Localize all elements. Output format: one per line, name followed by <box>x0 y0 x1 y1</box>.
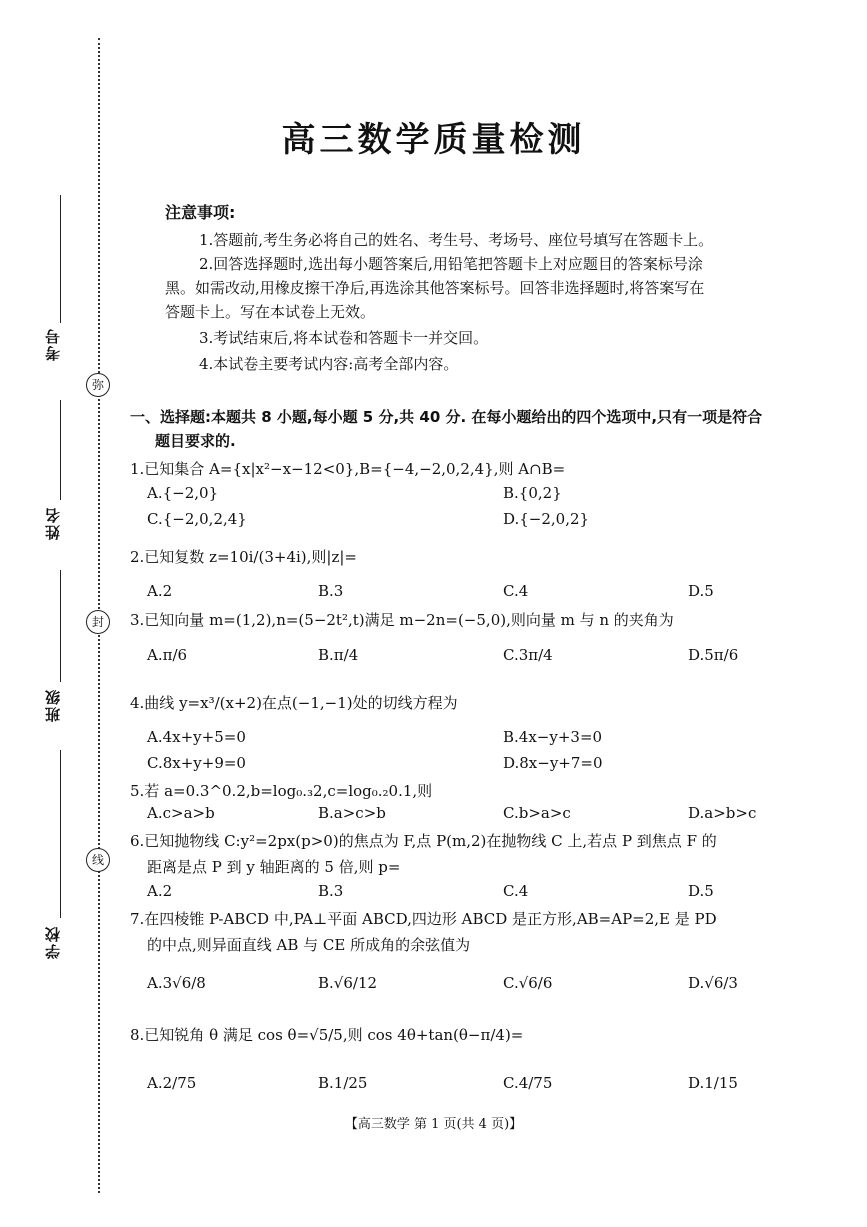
notice-item-2: 2.回答选择题时,选出每小题答案后,用铅笔把答题卡上对应题目的答案标号涂 <box>199 255 703 273</box>
q1-option-c[interactable]: C.{−2,0,2,4} <box>147 510 247 528</box>
q8-option-b[interactable]: B.1/25 <box>318 1074 368 1092</box>
q6-option-a[interactable]: A.2 <box>147 882 173 900</box>
notice-heading: 注意事项: <box>165 203 236 222</box>
section1-header: 一、选择题:本题共 8 小题,每小题 5 分,共 40 分. 在每小题给出的四个选项中,只有一项是符合 <box>130 408 763 426</box>
q5-option-b[interactable]: B.a>c>b <box>318 804 386 822</box>
q2-stem: 2.已知复数 z=10i/(3+4i),则|z|= <box>130 548 357 566</box>
q7-option-d[interactable]: D.√6/3 <box>688 974 738 992</box>
q4-option-c[interactable]: C.8x+y+9=0 <box>147 754 246 772</box>
q5-option-c[interactable]: C.b>a>c <box>503 804 571 822</box>
q1-option-d[interactable]: D.{−2,0,2} <box>503 510 590 528</box>
page-footer: 【高三数学 第 1 页(共 4 页)】 <box>344 1117 523 1132</box>
q7-stem-cont: 的中点,则异面直线 AB 与 CE 所成角的余弦值为 <box>147 936 471 954</box>
q7-option-a[interactable]: A.3√6/8 <box>147 974 206 992</box>
name-label: 姓名 <box>44 506 62 540</box>
q4-option-b[interactable]: B.4x−y+3=0 <box>503 728 603 746</box>
q6-option-b[interactable]: B.3 <box>318 882 344 900</box>
q4-option-a[interactable]: A.4x+y+5=0 <box>147 728 246 746</box>
page-title: 高三数学质量检测 <box>281 120 586 160</box>
q7-option-c[interactable]: C.√6/6 <box>503 974 553 992</box>
exam-number-blank <box>60 195 61 323</box>
school-label: 学校 <box>44 925 62 959</box>
notice-item-2-cont: 黑。如需改动,用橡皮擦干净后,再选涂其他答案标号。回答非选择题时,将答案写在 <box>165 279 705 297</box>
q5-option-a[interactable]: A.c>a>b <box>147 804 215 822</box>
q8-stem: 8.已知锐角 θ 满足 cos θ=√5/5,则 cos 4θ+tan(θ−π/4)= <box>130 1026 524 1044</box>
notice-item-1: 1.答题前,考生务必将自己的姓名、考生号、考场号、座位号填写在答题卡上。 <box>199 231 714 249</box>
class-field[interactable] <box>40 570 70 730</box>
name-field[interactable] <box>40 400 70 550</box>
q8-option-c[interactable]: C.4/75 <box>503 1074 553 1092</box>
q1-stem: 1.已知集合 A={x|x²−x−12<0},B={−4,−2,0,2,4},则 A∩B= <box>130 460 566 478</box>
q1-option-a[interactable]: A.{−2,0} <box>147 484 219 502</box>
notice-item-4: 4.本试卷主要考试内容:高考全部内容。 <box>199 355 459 373</box>
exam-number-label: 考号 <box>44 327 62 361</box>
q4-option-d[interactable]: D.8x−y+7=0 <box>503 754 603 772</box>
notice-item-2-end: 答题卡上。写在本试卷上无效。 <box>165 303 376 321</box>
seal-feng: 封 <box>86 610 110 634</box>
seal-xian: 线 <box>86 848 110 872</box>
notice-item-3: 3.考试结束后,将本试卷和答题卡一并交回。 <box>199 329 489 347</box>
school-blank <box>60 750 61 918</box>
q7-stem: 7.在四棱锥 P-ABCD 中,PA⊥平面 ABCD,四边形 ABCD 是正方形,AB=AP=2,E 是 PD <box>130 910 717 928</box>
q6-option-c[interactable]: C.4 <box>503 882 529 900</box>
q1-option-b[interactable]: B.{0,2} <box>503 484 562 502</box>
school-field[interactable] <box>40 750 70 965</box>
q6-option-d[interactable]: D.5 <box>688 882 714 900</box>
q7-option-b[interactable]: B.√6/12 <box>318 974 378 992</box>
exam-number-field[interactable] <box>40 195 70 370</box>
q8-option-d[interactable]: D.1/15 <box>688 1074 738 1092</box>
q3-option-d[interactable]: D.5π/6 <box>688 646 739 664</box>
q6-stem: 6.已知抛物线 C:y²=2px(p>0)的焦点为 F,点 P(m,2)在抛物线 C 上,若点 P 到焦点 F 的 <box>130 832 717 850</box>
class-blank <box>60 570 61 682</box>
seal-mi: 弥 <box>86 373 110 397</box>
q5-stem: 5.若 a=0.3^0.2,b=log₀.₃2,c=log₀.₂0.1,则 <box>130 782 433 800</box>
q2-option-d[interactable]: D.5 <box>688 582 714 600</box>
q2-option-a[interactable]: A.2 <box>147 582 173 600</box>
class-label: 班级 <box>44 688 62 722</box>
q3-option-c[interactable]: C.3π/4 <box>503 646 553 664</box>
q4-stem: 4.曲线 y=x³/(x+2)在点(−1,−1)处的切线方程为 <box>130 694 458 712</box>
section1-header-cont: 题目要求的. <box>155 432 236 450</box>
name-blank <box>60 400 61 500</box>
q3-stem: 3.已知向量 m=(1,2),n=(5−2t²,t)满足 m−2n=(−5,0),则向量 m 与 n 的夹角为 <box>130 611 674 629</box>
q6-stem-cont: 距离是点 P 到 y 轴距离的 5 倍,则 p= <box>147 858 401 876</box>
q3-option-a[interactable]: A.π/6 <box>147 646 188 664</box>
q2-option-b[interactable]: B.3 <box>318 582 344 600</box>
q8-option-a[interactable]: A.2/75 <box>147 1074 197 1092</box>
q5-option-d[interactable]: D.a>b>c <box>688 804 757 822</box>
q2-option-c[interactable]: C.4 <box>503 582 529 600</box>
q3-option-b[interactable]: B.π/4 <box>318 646 359 664</box>
